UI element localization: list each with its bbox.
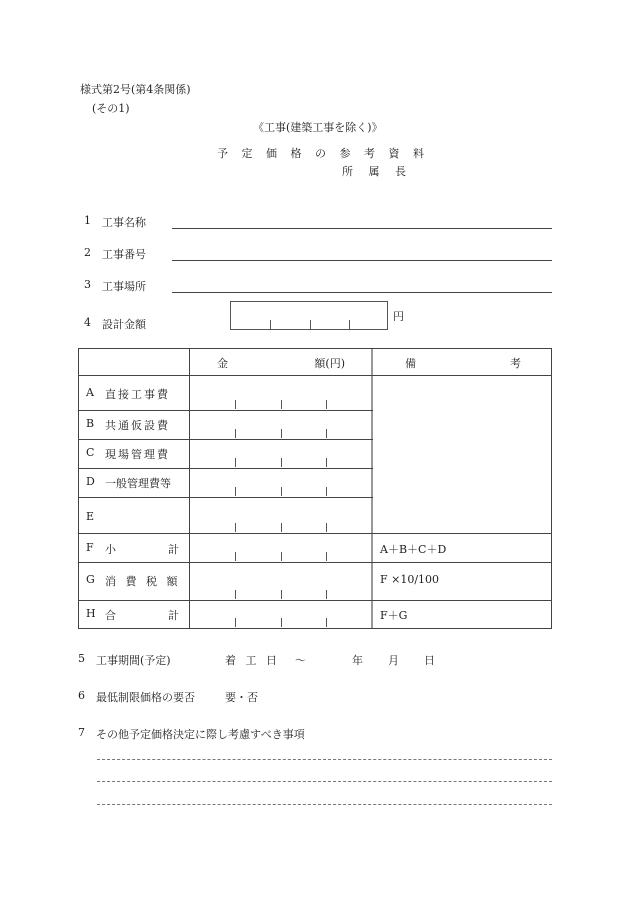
row-label-general-admin: 一般管理費等 — [105, 477, 171, 490]
row-label-common-temporary: 共通仮設費 — [105, 419, 170, 432]
digit-separator — [310, 320, 311, 329]
row-label-subtotal — [105, 541, 179, 557]
subtotal-label-right: 計 — [168, 543, 179, 556]
other-considerations-line-2[interactable] — [97, 781, 552, 782]
item-number: 6 — [78, 689, 85, 702]
design-amount-box[interactable] — [230, 301, 388, 330]
project-number-input-line[interactable] — [172, 260, 552, 261]
header-remarks-left: 備 — [405, 357, 416, 370]
other-considerations-line-3[interactable] — [97, 804, 552, 805]
yen-unit: 円 — [393, 310, 404, 323]
row-code: A — [86, 386, 94, 399]
row-label-site-management: 現場管理費 — [105, 448, 170, 461]
tilde: 〜 — [295, 654, 306, 667]
field-number: 3 — [84, 278, 91, 291]
header-amount-left: 金 — [217, 357, 228, 370]
other-considerations-line-1[interactable] — [97, 759, 552, 760]
month-label: 月 — [388, 654, 399, 667]
remark-total-formula: F＋G — [380, 609, 408, 622]
form-category: 《工事(建築工事を除く)》 — [253, 121, 383, 134]
form-sub-number: (その1) — [92, 102, 130, 115]
header-remarks-right: 考 — [510, 357, 521, 370]
form-number: 様式第2号(第4条関係) — [80, 83, 191, 96]
item-number: 7 — [78, 726, 85, 739]
field-label-project-location: 工事場所 — [102, 280, 146, 293]
project-location-input-line[interactable] — [172, 292, 552, 293]
field-label-project-number: 工事番号 — [102, 248, 146, 261]
row-code: D — [86, 475, 95, 488]
header-amount-right: 額(円) — [314, 357, 345, 370]
subtotal-label-left: 小 — [105, 543, 116, 556]
amount-cell-e[interactable] — [190, 498, 371, 533]
header-amount — [217, 355, 345, 371]
project-name-input-line[interactable] — [172, 228, 552, 229]
header-remarks — [405, 355, 521, 371]
remark-tax-formula: F ×10/100 — [380, 573, 440, 586]
department-label: 所 属 長 — [342, 165, 412, 178]
field-label-design-amount: 設計金額 — [102, 318, 146, 331]
other-considerations-label: その他予定価格決定に際し考慮すべき事項 — [96, 728, 305, 741]
remark-subtotal-formula: A＋B＋C＋D — [380, 543, 447, 556]
amount-cell-h[interactable] — [190, 601, 371, 628]
remarks-cell-a-to-e[interactable] — [373, 376, 551, 533]
amount-cell-c[interactable] — [190, 440, 371, 468]
row-label-consumption-tax: 消 費 税 額 — [105, 575, 181, 588]
field-number: 2 — [84, 246, 91, 259]
cost-table — [78, 348, 552, 629]
amount-cell-d[interactable] — [190, 469, 371, 497]
item-number: 5 — [78, 652, 85, 665]
row-code: G — [86, 573, 95, 586]
start-date-label: 着 工 日 — [225, 654, 280, 667]
min-price-required-choice[interactable]: 要・否 — [225, 691, 258, 704]
field-label-project-name: 工事名称 — [102, 216, 146, 229]
amount-cell-b[interactable] — [190, 411, 371, 439]
row-code: E — [86, 510, 95, 523]
digit-separator — [349, 320, 350, 329]
amount-cell-g[interactable] — [190, 563, 371, 600]
row-code: B — [86, 417, 95, 430]
amount-cell-f[interactable] — [190, 534, 371, 562]
min-price-label: 最低制限価格の要否 — [96, 691, 195, 704]
row-label-direct-cost: 直接工事費 — [105, 388, 170, 401]
row-code: C — [86, 446, 95, 459]
amount-cell-a[interactable] — [190, 376, 371, 410]
page-title: 予 定 価 格 の 参 考 資 料 — [217, 147, 429, 160]
field-number: 4 — [84, 316, 91, 329]
total-label-right: 計 — [168, 609, 179, 622]
day-label: 日 — [424, 654, 435, 667]
digit-separator — [270, 320, 271, 329]
row-label-total — [105, 607, 179, 623]
total-label-left: 合 — [105, 609, 116, 622]
row-code: H — [86, 607, 96, 620]
field-number: 1 — [84, 214, 91, 227]
construction-period-label: 工事期間(予定) — [96, 654, 171, 667]
year-label: 年 — [352, 654, 363, 667]
row-code: F — [86, 541, 94, 554]
